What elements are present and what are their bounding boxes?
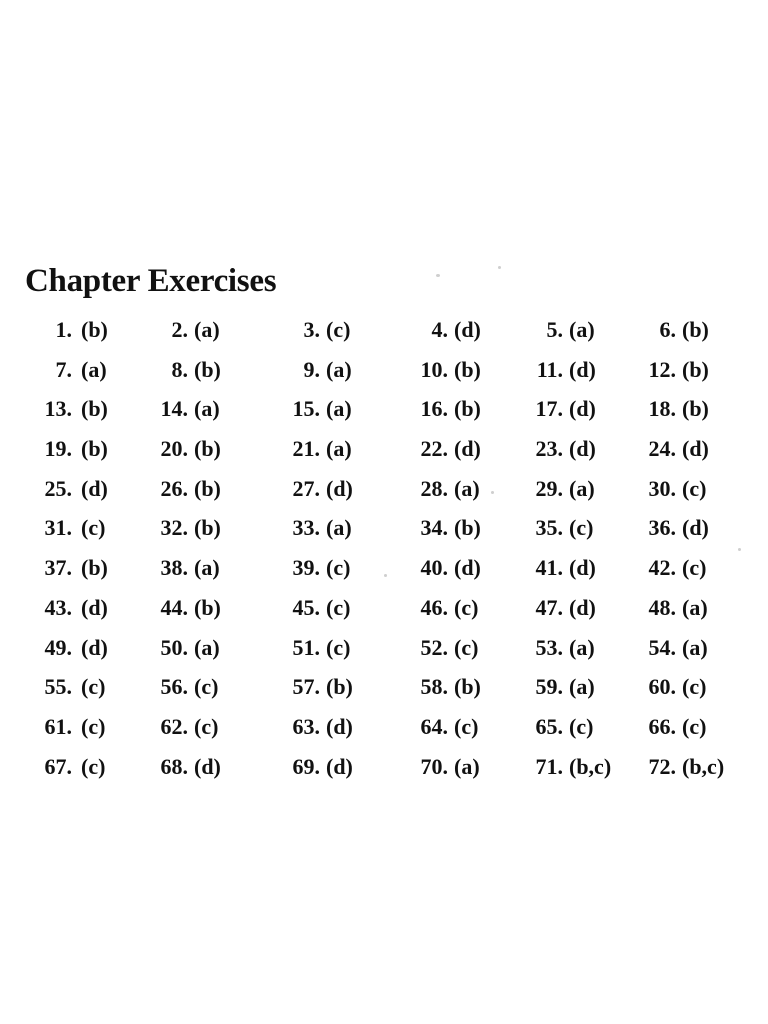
answer-item bbox=[150, 628, 220, 668]
question-number: 41. bbox=[535, 555, 563, 581]
answer-option: (b) bbox=[682, 356, 709, 382]
answer-option: (a) bbox=[326, 356, 352, 382]
answer-option: (b) bbox=[194, 515, 221, 541]
answer-item bbox=[150, 350, 221, 390]
answer-option: (a) bbox=[326, 515, 352, 541]
question-number: 43. bbox=[44, 594, 72, 620]
answer-item bbox=[408, 588, 478, 628]
question-number: 25. bbox=[44, 475, 72, 501]
answer-item bbox=[523, 310, 595, 350]
answer-item bbox=[30, 429, 108, 469]
answer-item bbox=[638, 350, 709, 390]
scan-speck bbox=[436, 274, 440, 277]
answer-option: (d) bbox=[81, 594, 108, 620]
answer-option: (c) bbox=[569, 713, 594, 739]
answer-option: (d) bbox=[454, 436, 481, 462]
answer-item bbox=[408, 548, 481, 588]
answer-item bbox=[30, 350, 107, 390]
answer-option: (b) bbox=[194, 356, 221, 382]
answer-option: (d) bbox=[682, 515, 709, 541]
answer-option: (b) bbox=[454, 356, 481, 382]
answer-option: (a) bbox=[81, 356, 107, 382]
answer-item bbox=[282, 350, 352, 390]
answer-option: (a) bbox=[569, 475, 595, 501]
answer-option: (a) bbox=[194, 555, 220, 581]
answer-row bbox=[0, 548, 768, 588]
answer-option: (a) bbox=[569, 634, 595, 660]
answer-item bbox=[30, 508, 105, 548]
question-number: 30. bbox=[648, 475, 676, 501]
answer-row bbox=[0, 310, 768, 350]
answer-option: (b) bbox=[682, 317, 709, 342]
question-number: 31. bbox=[44, 515, 72, 541]
answer-item bbox=[150, 707, 218, 747]
question-number: 15. bbox=[292, 396, 320, 422]
answer-item bbox=[408, 667, 481, 707]
answer-option: (a) bbox=[194, 634, 220, 660]
question-number: 35. bbox=[535, 515, 563, 541]
answer-option: (d) bbox=[569, 436, 596, 462]
question-number: 19. bbox=[44, 436, 72, 462]
question-number: 61. bbox=[44, 713, 72, 739]
answer-row bbox=[0, 628, 768, 668]
answer-item bbox=[523, 628, 595, 668]
question-number: 38. bbox=[160, 555, 188, 581]
answer-row bbox=[0, 389, 768, 429]
question-number: 9. bbox=[303, 356, 320, 382]
question-number: 66. bbox=[648, 713, 676, 739]
answer-option: (b) bbox=[194, 436, 221, 462]
answer-option: (d) bbox=[569, 356, 596, 382]
answer-option: (c) bbox=[326, 594, 351, 620]
answer-item bbox=[408, 628, 478, 668]
answer-item bbox=[30, 588, 108, 628]
answer-option: (c) bbox=[454, 713, 479, 739]
answer-item bbox=[638, 389, 709, 429]
scan-speck bbox=[491, 491, 494, 494]
question-number: 32. bbox=[160, 515, 188, 541]
answer-item bbox=[30, 667, 105, 707]
answer-item bbox=[408, 310, 481, 350]
answer-row bbox=[0, 707, 768, 747]
answer-item bbox=[282, 508, 352, 548]
answer-option: (d) bbox=[569, 594, 596, 620]
answer-row bbox=[0, 508, 768, 548]
answer-item bbox=[523, 469, 595, 509]
question-number: 4. bbox=[431, 317, 448, 342]
answer-option: (a) bbox=[569, 674, 595, 700]
answer-item bbox=[150, 667, 218, 707]
answer-item bbox=[408, 350, 481, 390]
question-number: 58. bbox=[420, 674, 448, 700]
answer-item bbox=[30, 469, 108, 509]
answer-option: (a) bbox=[682, 634, 708, 660]
answer-item bbox=[30, 707, 105, 747]
scan-speck bbox=[384, 574, 387, 577]
question-number: 50. bbox=[160, 634, 188, 660]
answer-option: (d) bbox=[454, 317, 481, 342]
answer-option: (d) bbox=[326, 475, 353, 501]
question-number: 14. bbox=[160, 396, 188, 422]
answer-item bbox=[638, 667, 706, 707]
answer-item bbox=[150, 747, 221, 787]
answer-option: (c) bbox=[326, 634, 351, 660]
question-number: 54. bbox=[648, 634, 676, 660]
answer-item bbox=[638, 429, 709, 469]
answer-item bbox=[408, 508, 481, 548]
answer-item bbox=[30, 548, 108, 588]
question-number: 60. bbox=[648, 674, 676, 700]
question-number: 8. bbox=[171, 356, 188, 382]
answer-item bbox=[523, 508, 593, 548]
question-number: 24. bbox=[648, 436, 676, 462]
question-number: 56. bbox=[160, 674, 188, 700]
question-number: 34. bbox=[420, 515, 448, 541]
answer-option: (c) bbox=[81, 674, 106, 700]
answer-item bbox=[408, 389, 481, 429]
answer-item bbox=[523, 707, 593, 747]
question-number: 29. bbox=[535, 475, 563, 501]
section-heading: Chapter Exercises bbox=[25, 263, 277, 299]
question-number: 11. bbox=[536, 356, 563, 382]
question-number: 63. bbox=[292, 713, 320, 739]
question-number: 36. bbox=[648, 515, 676, 541]
answer-item bbox=[150, 508, 221, 548]
answer-option: (d) bbox=[81, 634, 108, 660]
answer-option: (c) bbox=[81, 713, 106, 739]
answer-option: (c) bbox=[81, 753, 106, 779]
question-number: 55. bbox=[44, 674, 72, 700]
question-number: 17. bbox=[535, 396, 563, 422]
answer-item bbox=[150, 588, 221, 628]
answer-item bbox=[150, 548, 220, 588]
answer-item bbox=[30, 310, 108, 350]
answer-option: (b,c) bbox=[682, 753, 725, 779]
question-number: 40. bbox=[420, 555, 448, 581]
answer-option: (b) bbox=[81, 436, 108, 462]
question-number: 1. bbox=[55, 317, 72, 342]
question-number: 47. bbox=[535, 594, 563, 620]
question-number: 12. bbox=[648, 356, 676, 382]
question-number: 59. bbox=[535, 674, 563, 700]
answer-option: (d) bbox=[326, 713, 353, 739]
answer-option: (a) bbox=[682, 594, 708, 620]
question-number: 27. bbox=[292, 475, 320, 501]
answer-item bbox=[282, 469, 353, 509]
question-number: 68. bbox=[160, 753, 188, 779]
answer-key-grid bbox=[0, 310, 768, 786]
question-number: 42. bbox=[648, 555, 676, 581]
answer-item bbox=[30, 389, 108, 429]
scan-speck bbox=[738, 548, 741, 551]
answer-option: (a) bbox=[326, 436, 352, 462]
answer-row bbox=[0, 469, 768, 509]
question-number: 49. bbox=[44, 634, 72, 660]
question-number: 13. bbox=[44, 396, 72, 422]
question-number: 71. bbox=[535, 753, 563, 779]
answer-option: (a) bbox=[194, 396, 220, 422]
question-number: 28. bbox=[420, 475, 448, 501]
answer-option: (d) bbox=[81, 475, 108, 501]
answer-option: (a) bbox=[194, 317, 220, 342]
answer-item bbox=[638, 628, 708, 668]
answer-item bbox=[638, 707, 706, 747]
question-number: 10. bbox=[420, 356, 448, 382]
answer-item bbox=[408, 429, 481, 469]
answer-item bbox=[282, 588, 350, 628]
answer-option: (c) bbox=[454, 634, 479, 660]
question-number: 7. bbox=[55, 356, 72, 382]
answer-item bbox=[523, 429, 596, 469]
question-number: 16. bbox=[420, 396, 448, 422]
answer-option: (d) bbox=[569, 396, 596, 422]
answer-item bbox=[408, 747, 480, 787]
answer-option: (c) bbox=[326, 317, 351, 342]
answer-item bbox=[408, 707, 478, 747]
question-number: 45. bbox=[292, 594, 320, 620]
question-number: 52. bbox=[420, 634, 448, 660]
question-number: 23. bbox=[535, 436, 563, 462]
answer-option: (b) bbox=[194, 475, 221, 501]
answer-option: (b) bbox=[454, 396, 481, 422]
answer-item bbox=[638, 310, 709, 350]
answer-option: (c) bbox=[194, 674, 219, 700]
answer-item bbox=[150, 389, 220, 429]
question-number: 51. bbox=[292, 634, 320, 660]
question-number: 20. bbox=[160, 436, 188, 462]
answer-row bbox=[0, 588, 768, 628]
answer-item bbox=[408, 469, 480, 509]
question-number: 37. bbox=[44, 555, 72, 581]
question-number: 2. bbox=[171, 317, 188, 342]
answer-item bbox=[523, 548, 596, 588]
question-number: 53. bbox=[535, 634, 563, 660]
answer-option: (b) bbox=[81, 317, 108, 342]
answer-option: (d) bbox=[194, 753, 221, 779]
answer-item bbox=[282, 707, 353, 747]
answer-item bbox=[638, 469, 706, 509]
answer-item bbox=[523, 747, 611, 787]
answer-item bbox=[282, 667, 353, 707]
answer-item bbox=[150, 310, 220, 350]
answer-option: (b) bbox=[326, 674, 353, 700]
answer-item bbox=[282, 548, 350, 588]
question-number: 6. bbox=[659, 317, 676, 342]
question-number: 26. bbox=[160, 475, 188, 501]
answer-item bbox=[282, 389, 352, 429]
answer-item bbox=[638, 508, 709, 548]
answer-option: (b) bbox=[454, 515, 481, 541]
question-number: 65. bbox=[535, 713, 563, 739]
answer-option: (c) bbox=[194, 713, 219, 739]
answer-item bbox=[523, 667, 595, 707]
answer-item bbox=[282, 747, 353, 787]
answer-item bbox=[30, 747, 105, 787]
answer-item bbox=[638, 548, 706, 588]
answer-option: (b) bbox=[454, 674, 481, 700]
answer-item bbox=[282, 310, 350, 350]
answer-option: (a) bbox=[454, 753, 480, 779]
answer-option: (a) bbox=[326, 396, 352, 422]
question-number: 33. bbox=[292, 515, 320, 541]
answer-item bbox=[282, 429, 352, 469]
question-number: 69. bbox=[292, 753, 320, 779]
answer-option: (c) bbox=[682, 674, 707, 700]
answer-option: (a) bbox=[569, 317, 595, 342]
answer-item bbox=[30, 628, 108, 668]
answer-item bbox=[150, 429, 221, 469]
question-number: 18. bbox=[648, 396, 676, 422]
answer-option: (c) bbox=[326, 555, 351, 581]
question-number: 46. bbox=[420, 594, 448, 620]
question-number: 67. bbox=[44, 753, 72, 779]
answer-option: (b) bbox=[682, 396, 709, 422]
answer-item bbox=[638, 588, 708, 628]
answer-option: (b,c) bbox=[569, 753, 612, 779]
question-number: 5. bbox=[546, 317, 563, 342]
question-number: 48. bbox=[648, 594, 676, 620]
answer-item bbox=[638, 747, 724, 787]
question-number: 64. bbox=[420, 713, 448, 739]
answer-option: (a) bbox=[454, 475, 480, 501]
answer-item bbox=[150, 469, 221, 509]
answer-row bbox=[0, 350, 768, 390]
question-number: 22. bbox=[420, 436, 448, 462]
answer-row bbox=[0, 429, 768, 469]
answer-item bbox=[523, 588, 596, 628]
scan-speck bbox=[498, 266, 501, 269]
answer-item bbox=[523, 350, 596, 390]
question-number: 44. bbox=[160, 594, 188, 620]
answer-row bbox=[0, 667, 768, 707]
answer-row bbox=[0, 747, 768, 787]
answer-option: (c) bbox=[454, 594, 479, 620]
answer-option: (c) bbox=[682, 713, 707, 739]
answer-option: (d) bbox=[569, 555, 596, 581]
question-number: 57. bbox=[292, 674, 320, 700]
answer-option: (b) bbox=[194, 594, 221, 620]
question-number: 21. bbox=[292, 436, 320, 462]
answer-option: (d) bbox=[326, 753, 353, 779]
answer-option: (c) bbox=[682, 475, 707, 501]
answer-option: (b) bbox=[81, 555, 108, 581]
answer-option: (c) bbox=[81, 515, 106, 541]
answer-option: (d) bbox=[454, 555, 481, 581]
answer-item bbox=[523, 389, 596, 429]
answer-option: (b) bbox=[81, 396, 108, 422]
question-number: 72. bbox=[648, 753, 676, 779]
answer-option: (c) bbox=[682, 555, 707, 581]
question-number: 70. bbox=[420, 753, 448, 779]
question-number: 62. bbox=[160, 713, 188, 739]
answer-option: (d) bbox=[682, 436, 709, 462]
answer-item bbox=[282, 628, 350, 668]
question-number: 3. bbox=[303, 317, 320, 342]
answer-option: (c) bbox=[569, 515, 594, 541]
question-number: 39. bbox=[292, 555, 320, 581]
